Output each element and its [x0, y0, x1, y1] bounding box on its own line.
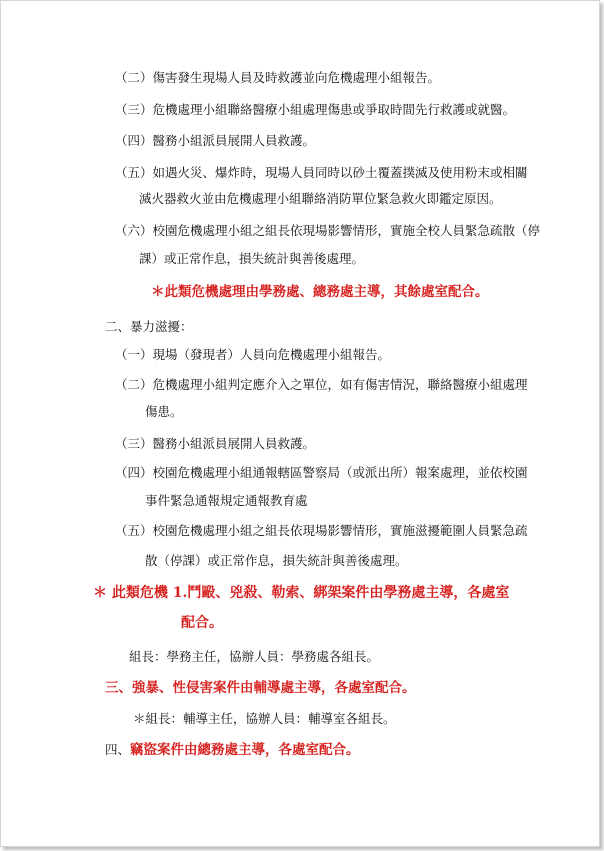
violence-item-2-cont: 傷患。 [145, 404, 183, 419]
violence-item-5-cont: 散（停課）或正常作息，損失統計與善後處理。 [145, 553, 408, 568]
leader-student-affairs: 組長：學務主任，協辦人員：學務處各組長。 [129, 649, 380, 664]
item-6-evacuation-cont: 課）或正常作息，損失統計與善後處理。 [139, 251, 365, 266]
leader-counseling: ＊組長：輔導主任，協辦人員：輔導室各組長。 [133, 711, 396, 726]
violence-item-5: （五）校園危機處理小組之組長依現場影響情形，實施滋擾範圍人員緊急疏 [115, 523, 528, 538]
section-3-sexual-assault: 三、強暴、性侵害案件由輔導處主導，各處室配合。 [105, 680, 416, 696]
note-fighting-cases: ＊ 此類危機 1.鬥毆、兇殺、勒索、綁架案件由學務處主導，各處室 [93, 585, 510, 601]
note-student-general-affairs-lead: ＊此類危機處理由學務處、總務處主導，其餘處室配合。 [151, 284, 489, 300]
item-3-medical-contact: （三）危機處理小組聯絡醫療小組處理傷患或爭取時間先行救護或就醫。 [115, 102, 516, 117]
item-5-fire-explosion: （五）如遇火災、爆炸時，現場人員同時以砂土覆蓋撲滅及使用粉末或相關 [115, 165, 528, 180]
section-2-heading: 二、暴力滋擾： [105, 319, 193, 334]
violence-item-1: （一）現場（發現者）人員向危機處理小組報告。 [115, 347, 391, 362]
violence-item-2: （二）危機處理小組判定應介入之單位，如有傷害情況，聯絡醫療小組處理 [115, 377, 528, 392]
item-4-medical-rescue: （四）醫務小組派員展開人員救護。 [115, 133, 316, 148]
section-4-prefix: 四、 [105, 742, 131, 757]
note-fighting-cases-cont: 配合。 [181, 615, 223, 631]
violence-item-3: （三）醫務小組派員展開人員救護。 [115, 436, 316, 451]
section-4-theft-text: 竊盜案件由總務處主導，各處室配合。 [130, 742, 360, 758]
violence-item-4: （四）校園危機處理小組通報轄區警察局（或派出所）報案處理，並依校園 [115, 465, 528, 480]
violence-item-4-cont: 事件緊急通報規定通報教育處 [145, 493, 308, 508]
item-5-fire-explosion-cont: 滅火器救火並由危機處理小組聯絡消防單位緊急救火即鑑定原因。 [139, 191, 502, 206]
item-2-injury-report: （二）傷害發生現場人員及時救護並向危機處理小組報告。 [115, 70, 441, 85]
item-6-evacuation: （六）校園危機處理小組之組長依現場影響情形，實施全校人員緊急疏散（停 [115, 223, 541, 238]
section-4-theft [105, 742, 360, 758]
